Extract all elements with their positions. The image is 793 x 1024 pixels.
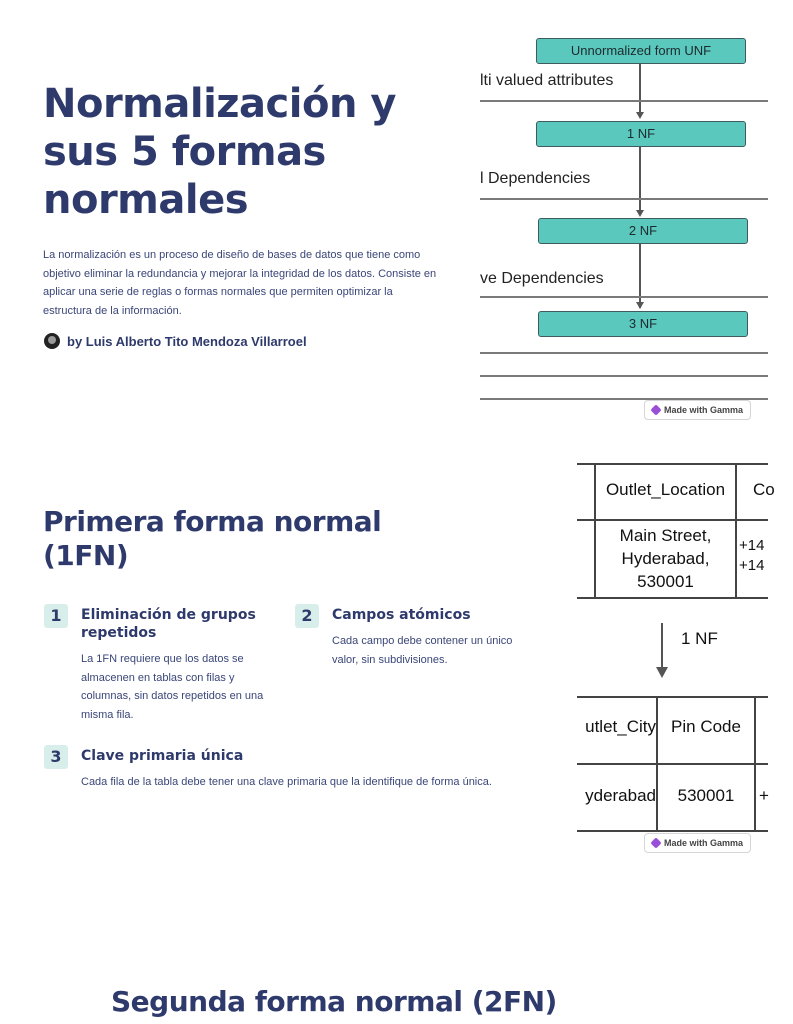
table-header: Co <box>753 480 775 499</box>
normalization-diagram <box>480 30 768 402</box>
table-cell: yderabad <box>585 786 656 805</box>
arrow-label: 1 NF <box>681 629 718 648</box>
table-border <box>577 519 768 521</box>
cell-line: +14 <box>739 537 765 554</box>
step-1 <box>44 604 284 734</box>
table-cell <box>596 524 735 593</box>
slide3-title: Segunda forma normal (2FN) <box>111 985 557 1018</box>
divider <box>480 375 768 377</box>
step-2 <box>295 604 545 684</box>
cell-line: Main Street, <box>619 526 712 545</box>
table-border <box>577 763 768 765</box>
arrow-line <box>661 623 663 669</box>
table-header: Outlet_Location <box>605 480 726 499</box>
label-partial-dependencies: l Dependencies <box>480 170 591 187</box>
step-title: Clave primaria única <box>81 748 244 764</box>
cell-line: +14 <box>739 557 765 574</box>
arrow-down-icon <box>636 302 644 309</box>
table-border <box>577 597 768 599</box>
table-cell: 530001 <box>677 786 735 805</box>
divider <box>480 296 768 298</box>
slide1-title: Normalización y sus 5 formas normales <box>43 81 396 223</box>
slide2-title: Primera forma normal (1FN) <box>43 505 382 572</box>
gamma-icon <box>650 404 661 415</box>
step-title: Eliminación de grupos repetidos <box>81 607 256 641</box>
step-text: La 1FN requiere que los datos se almacenen en tablas con filas y columnas, sin datos repetidos en una misma fila. <box>81 653 264 721</box>
table-border <box>577 463 768 465</box>
table-cell <box>739 536 779 576</box>
step-number: 1 <box>44 604 68 628</box>
table-border <box>577 830 768 832</box>
step-text: Cada campo debe contener un único valor, sin subdivisiones. <box>332 635 513 666</box>
divider <box>480 352 768 354</box>
table-border <box>754 696 756 832</box>
made-with-gamma-badge[interactable] <box>644 400 751 420</box>
divider <box>480 100 768 102</box>
avatar <box>44 333 60 349</box>
connector <box>639 147 641 213</box>
arrow-down-icon <box>636 112 644 119</box>
arrow-down-icon <box>636 210 644 217</box>
slide1-description: La normalización es un proceso de diseño de bases de datos que tiene como objetivo eliminar la redundancia y mejorar la integridad de los datos. Consiste en aplicar una serie de reglas o formas normales que permiten optimizar la estructura de la información. <box>43 249 437 317</box>
author-name: by Luis Alberto Tito Mendoza Villarroel <box>67 333 307 349</box>
box-1nf: 1 NF <box>536 121 746 147</box>
step-number: 3 <box>44 745 68 769</box>
step-number: 2 <box>295 604 319 628</box>
author-byline <box>44 333 307 349</box>
table-header: utlet_City <box>585 717 656 736</box>
label-transitive-dependencies: ve Dependencies <box>480 270 604 287</box>
badge-label: Made with Gamma <box>664 838 744 848</box>
connector <box>639 244 641 308</box>
box-3nf: 3 NF <box>538 311 748 337</box>
made-with-gamma-badge[interactable] <box>644 833 751 853</box>
cell-line: 530001 <box>637 572 694 591</box>
cell-line: Hyderabad, <box>621 549 710 568</box>
label-multivalued: lti valued attributes <box>480 72 614 89</box>
table-example <box>577 463 775 833</box>
table-border <box>577 696 768 698</box>
table-cell: + <box>759 786 769 805</box>
table-border <box>735 463 737 599</box>
step-title: Campos atómicos <box>332 607 471 623</box>
badge-label: Made with Gamma <box>664 405 744 415</box>
table-header: Pin Code <box>671 717 741 736</box>
box-2nf: 2 NF <box>538 218 748 244</box>
box-unf: Unnormalized form UNF <box>536 38 746 64</box>
step-3 <box>44 745 554 805</box>
gamma-icon <box>650 837 661 848</box>
arrow-down-icon <box>656 667 668 678</box>
divider <box>480 198 768 200</box>
step-text: Cada fila de la tabla debe tener una clave primaria que la identifique de forma única. <box>81 776 492 788</box>
connector <box>639 64 641 116</box>
